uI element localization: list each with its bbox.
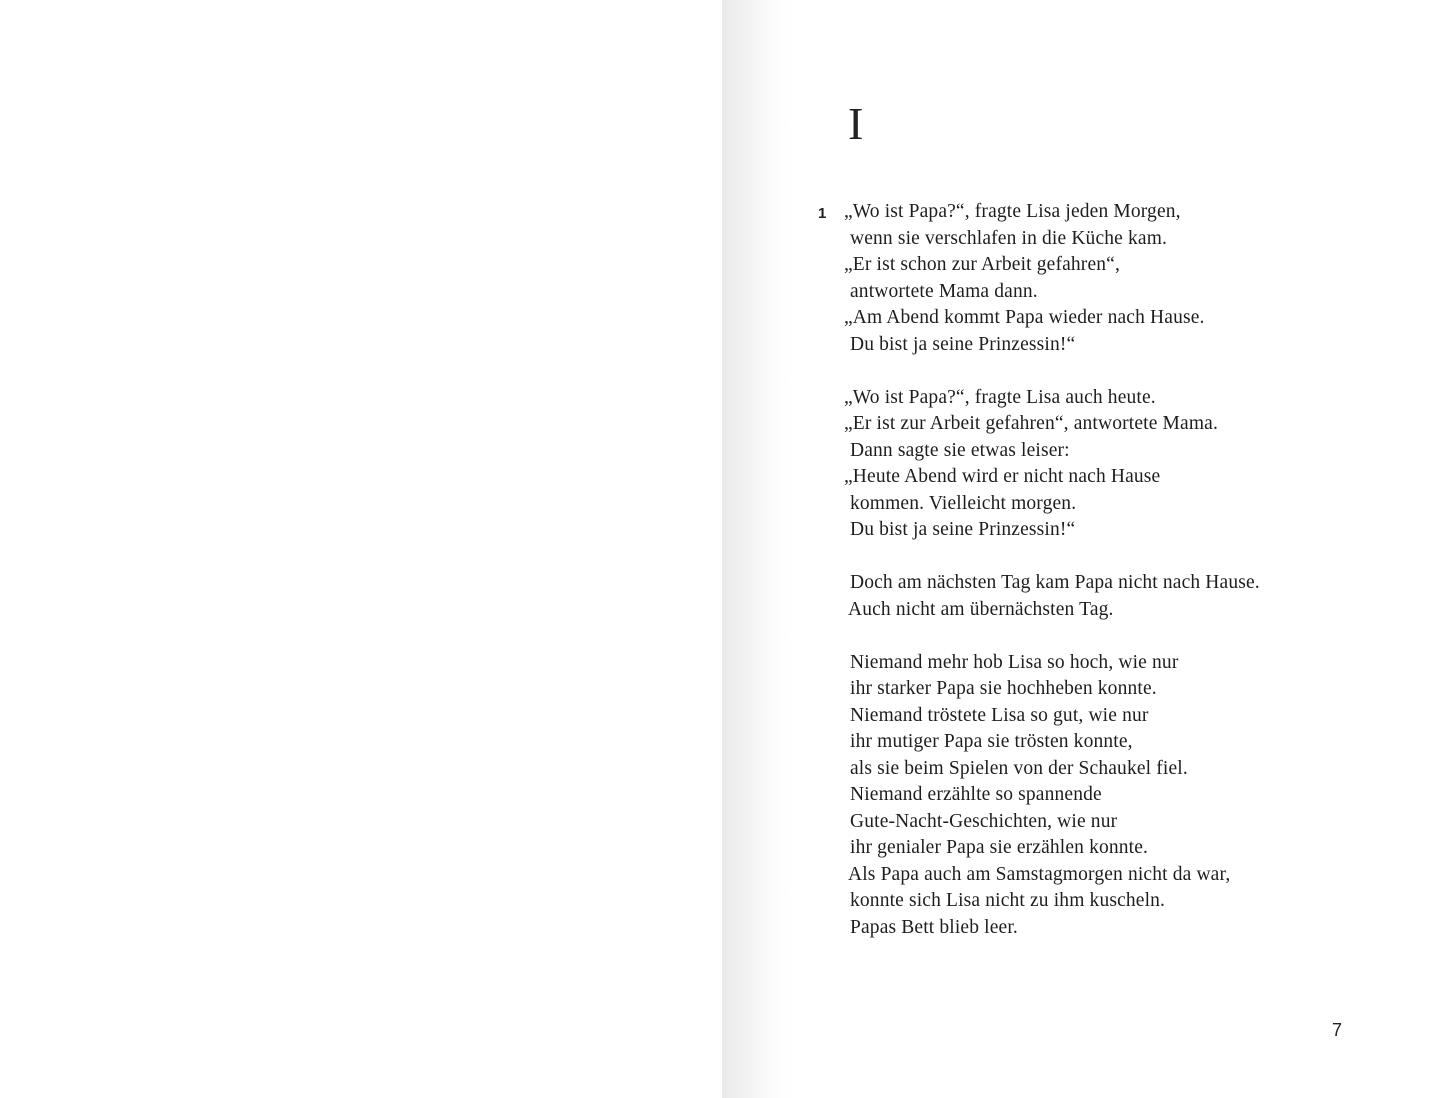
text-line: „Heute Abend wird er nicht nach Hause: [844, 466, 1161, 487]
text-line: Du bist ja seine Prinzessin!“: [850, 519, 1076, 540]
stanza: [844, 385, 1364, 544]
gutter-shadow: [722, 0, 792, 1098]
text-line: Niemand erzählte so spannende: [850, 784, 1102, 805]
text-line: Gute-Nacht-Geschichten, wie nur: [850, 810, 1118, 832]
text-line: Doch am nächsten Tag kam Papa nicht nach Hause.: [850, 572, 1260, 593]
text-line: kommen. Vielleicht morgen.: [850, 492, 1077, 514]
stanza: [844, 199, 1364, 358]
stanza: [844, 650, 1364, 942]
text-line: Niemand tröstete Lisa so gut, wie nur: [850, 704, 1149, 726]
page-number: 7: [1332, 1020, 1343, 1040]
text-line: wenn sie verschlafen in die Küche kam.: [850, 227, 1168, 249]
text-line: „Am Abend kommt Papa wieder nach Hause.: [844, 307, 1205, 328]
text-line: Niemand mehr hob Lisa so hoch, wie nur: [850, 651, 1179, 673]
text-line: Auch nicht am übernächsten Tag.: [848, 598, 1114, 620]
text-line: Als Papa auch am Samstagmorgen nicht da war,: [848, 863, 1231, 885]
text-line: Dann sagte sie etwas leiser:: [850, 439, 1070, 461]
text-line: „Wo ist Papa?“, fragte Lisa jeden Morgen,: [844, 201, 1181, 222]
text-line: konnte sich Lisa nicht zu ihm kuscheln.: [850, 890, 1166, 911]
text-line: ihr mutiger Papa sie trösten konnte,: [850, 731, 1133, 752]
text-line: antwortete Mama dann.: [850, 280, 1038, 302]
verse-number: 1: [818, 205, 827, 222]
text-line: „Er ist zur Arbeit gefahren“, antwortete Mama.: [844, 413, 1218, 434]
text-line: Papas Bett blieb leer.: [850, 916, 1018, 938]
text-line: Du bist ja seine Prinzessin!“: [850, 333, 1076, 355]
text-line: ihr starker Papa sie hochheben konnte.: [850, 678, 1157, 699]
text-line: „Er ist schon zur Arbeit gefahren“,: [844, 254, 1120, 275]
text-line: „Wo ist Papa?“, fragte Lisa auch heute.: [844, 386, 1156, 408]
chapter-number: I: [848, 98, 864, 149]
story-text: [844, 199, 1364, 968]
left-page-blank: [0, 0, 722, 1098]
text-line: als sie beim Spielen von der Schaukel fiel.: [850, 757, 1188, 779]
text-line: ihr genialer Papa sie erzählen konnte.: [850, 837, 1149, 858]
right-page: [722, 0, 1445, 1098]
stanza: [844, 570, 1364, 623]
